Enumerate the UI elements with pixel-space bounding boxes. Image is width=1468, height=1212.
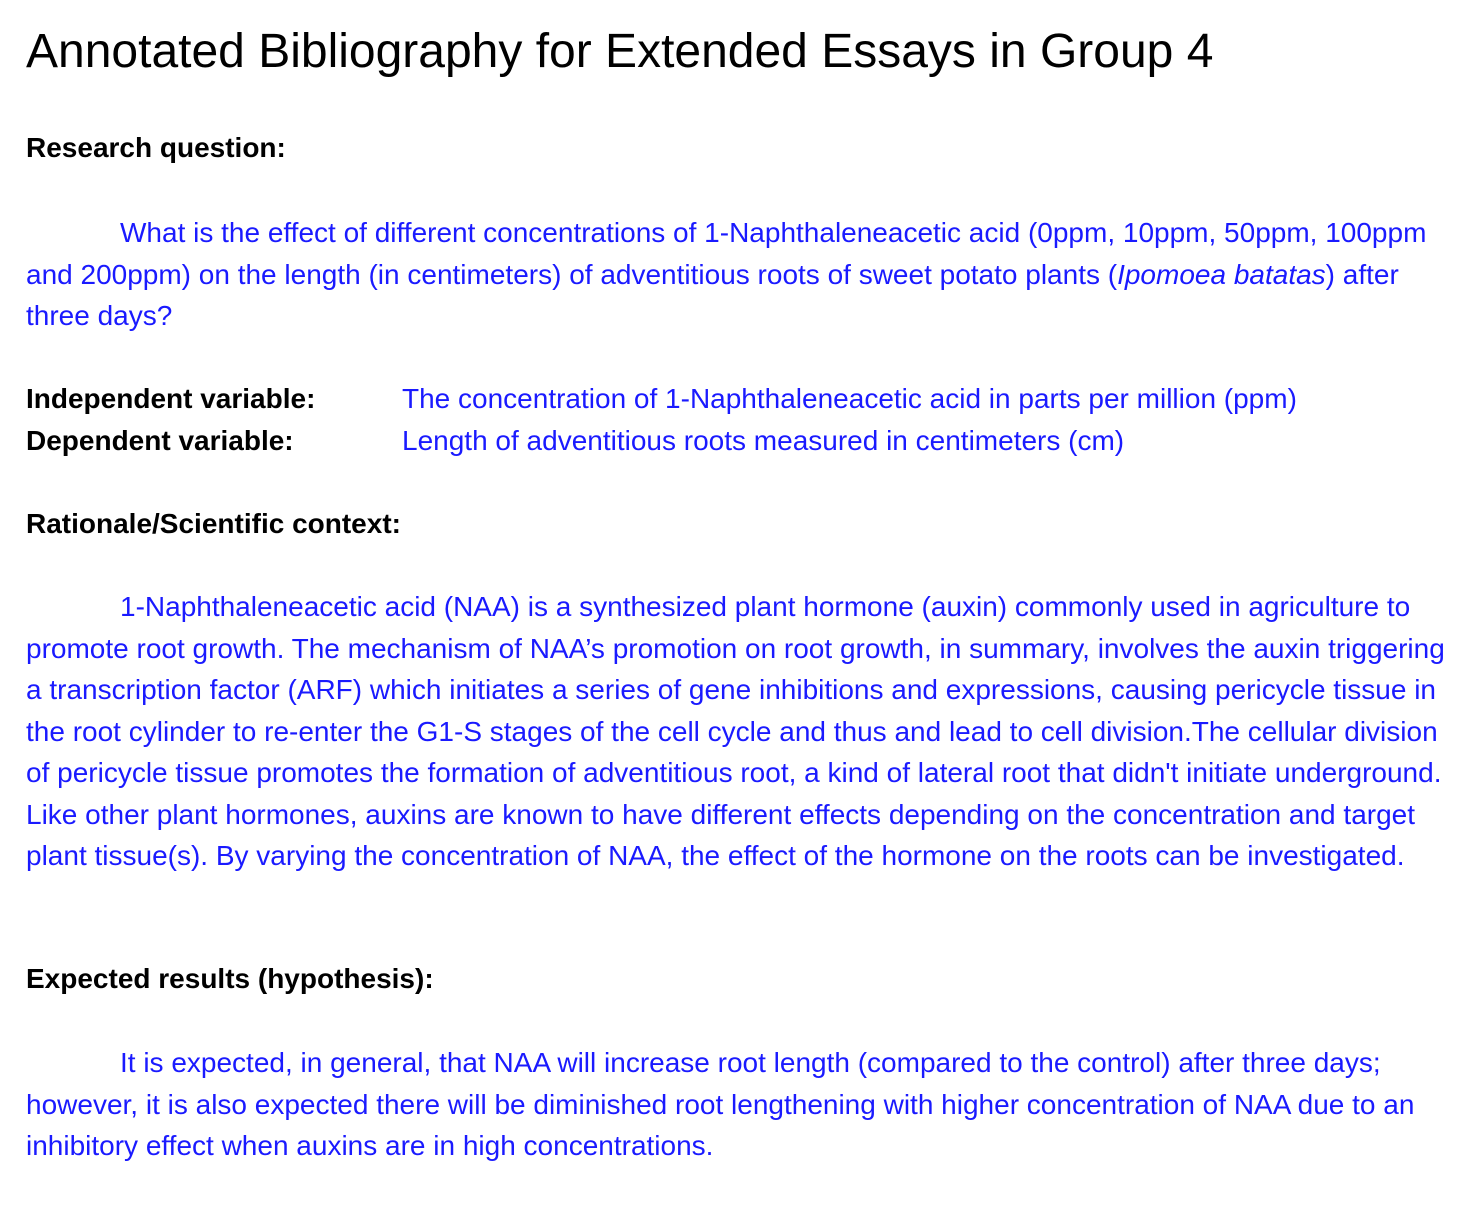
rationale-text: 1-Naphthaleneacetic acid (NAA) is a synthesized plant hormone (auxin) commonly used in agriculture to promote root growth. The mechanism of NAA’s promotion on root growth, in summary, involves the auxin triggering a transcription factor (ARF) which initiates a series of gene inhibitions and expressions, causing pericycle tissue in the root cylinder to re-enter the G1-S stages of the cell cycle and thus and lead to cell division.The cellular division of pericycle tissue promotes the formation of adventitious root, a kind of lateral root that didn't initiate underground. Like other plant hormones, auxins are known to have different effects depending on the concentration and target plant tissue(s). By varying the concentration of NAA, the effect of the hormone on the roots can be investigated. bbox=[26, 591, 1445, 871]
independent-variable-value: The concentration of 1-Naphthaleneacetic acid in parts per million (ppm) bbox=[402, 383, 1297, 414]
research-question-text bbox=[26, 212, 1446, 337]
research-question-text-before: What is the effect of different concentrations of 1-Naphthaleneacetic acid (0ppm, 10ppm, 50ppm, 100ppm and 200ppm) on the length (in centimeters) of adventitious roots of sweet potato plants ( bbox=[26, 217, 1427, 290]
dependent-variable-label: Dependent variable: bbox=[26, 425, 294, 456]
hypothesis-heading: Expected results (hypothesis): bbox=[26, 963, 434, 994]
hypothesis-text: It is expected, in general, that NAA will increase root length (compared to the control) after three days; however, it is also expected there will be diminished root lengthening with higher concentration of NAA due to an inhibitory effect when auxins are in high concentrations. bbox=[26, 1047, 1415, 1161]
document-title: Annotated Bibliography for Extended Essays in Group 4 bbox=[26, 25, 1214, 78]
independent-variable-label: Independent variable: bbox=[26, 383, 316, 414]
dependent-variable-value: Length of adventitious roots measured in centimeters (cm) bbox=[402, 425, 1125, 456]
research-question-text-after: ) after three days? bbox=[26, 258, 1399, 331]
rationale-heading: Rationale/Scientific context: bbox=[26, 508, 401, 539]
species-name: Ipomoea batatas bbox=[1117, 258, 1326, 290]
research-question-heading: Research question: bbox=[26, 132, 286, 163]
